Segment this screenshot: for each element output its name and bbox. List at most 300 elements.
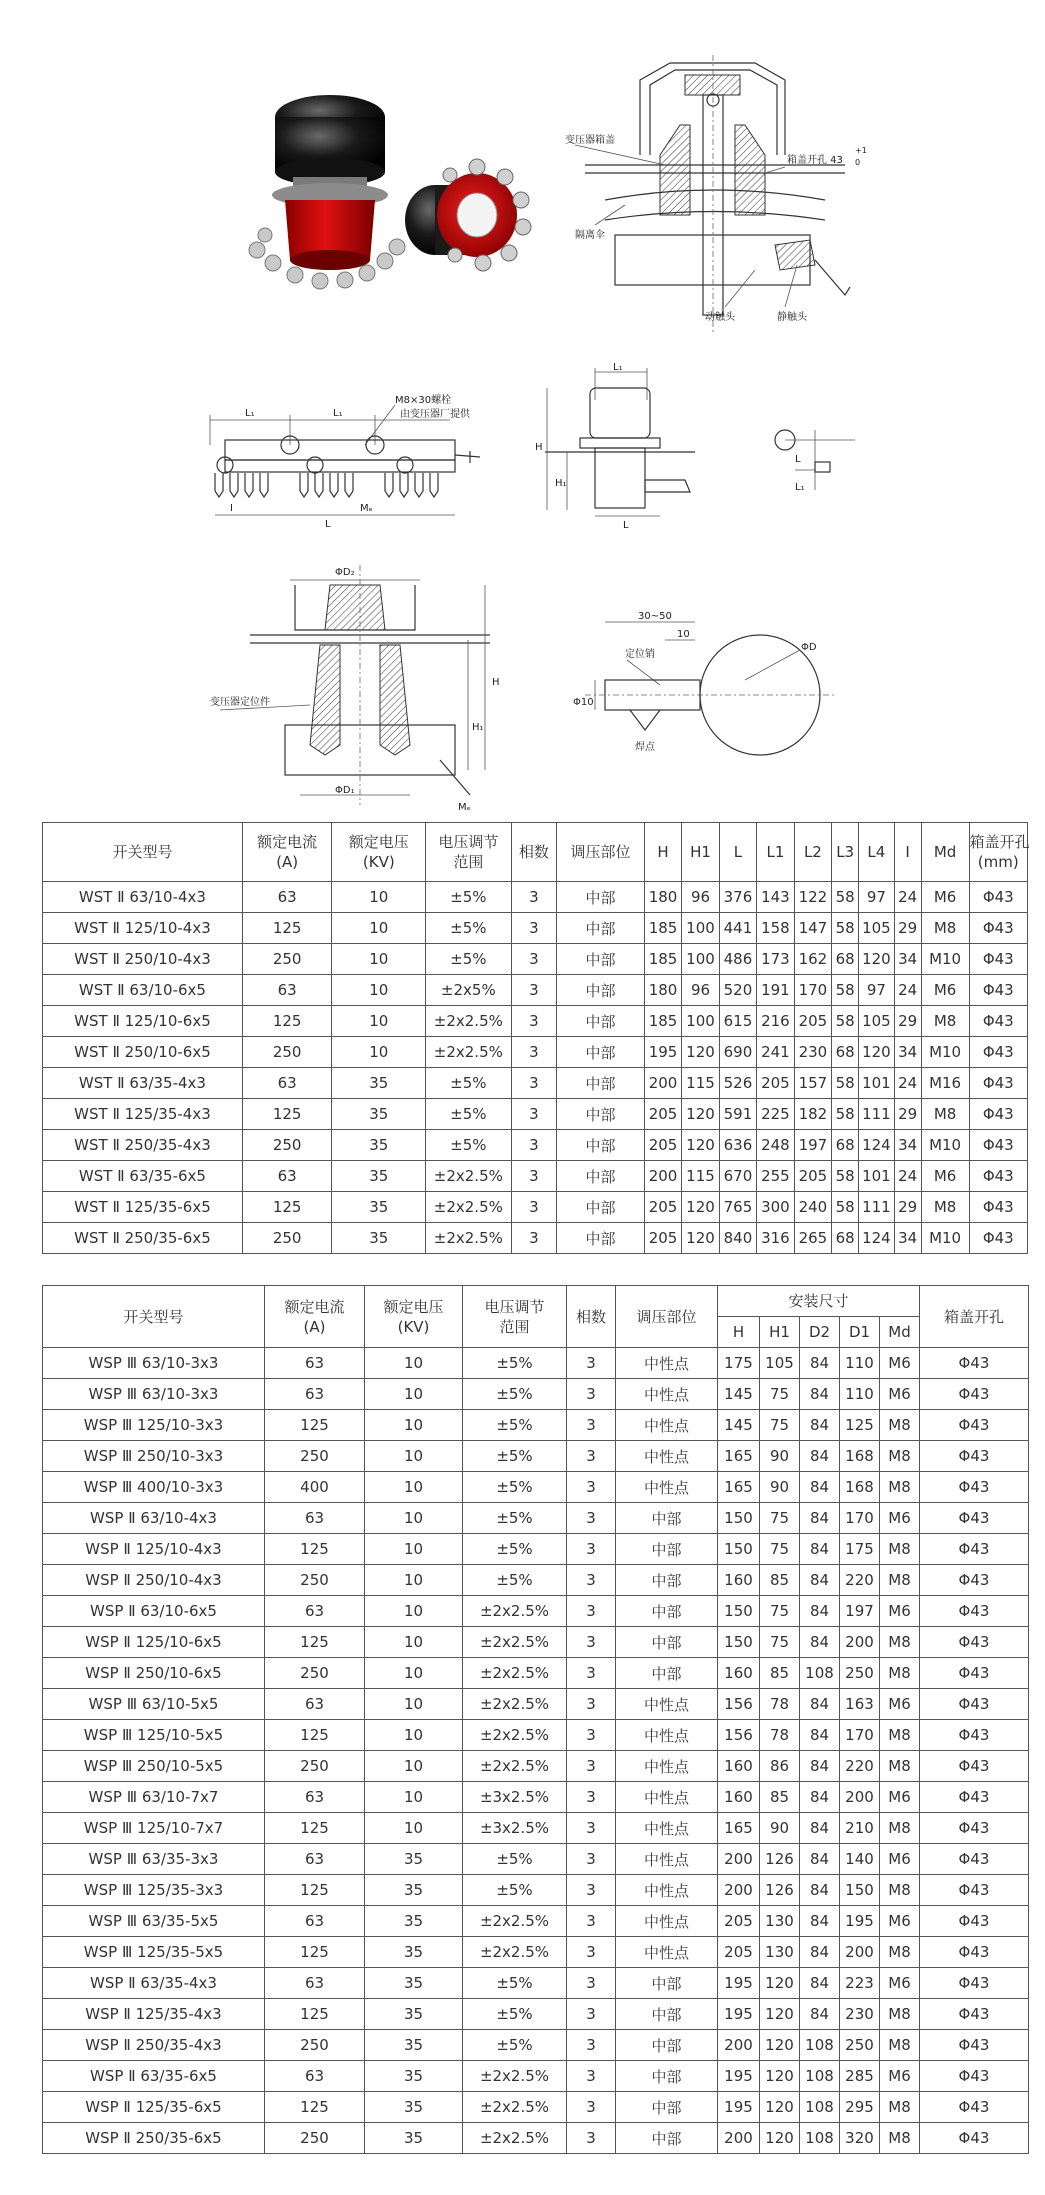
wsp-table-body: [43, 1348, 1029, 2154]
table-cell: 126: [760, 1844, 800, 1875]
table-cell: 156: [718, 1720, 760, 1751]
table-cell: 140: [840, 1844, 880, 1875]
table-cell: 185: [644, 944, 681, 975]
table-cell: Φ43: [969, 1161, 1027, 1192]
table-cell: M8: [921, 913, 969, 944]
table-cell: WST Ⅱ 125/35-4x3: [43, 1099, 243, 1130]
table-row: [43, 1472, 1029, 1503]
table-cell: 3: [567, 1968, 616, 1999]
table-cell: 10: [332, 1037, 426, 1068]
table-cell: M8: [880, 1534, 920, 1565]
table-cell: 中部: [557, 1192, 644, 1223]
table-cell: 265: [794, 1223, 831, 1254]
table-cell: 205: [644, 1192, 681, 1223]
table-cell: M6: [880, 2061, 920, 2092]
label-hole: 箱盖开孔 43: [787, 155, 843, 166]
table-cell: 35: [365, 1968, 463, 1999]
table-cell: 中部: [616, 1565, 718, 1596]
wst-header-cell: 调压部位: [557, 823, 644, 882]
table-row: [43, 2123, 1029, 2154]
table-row: [43, 1875, 1029, 1906]
strip-drawing: [205, 385, 490, 535]
table-cell: 63: [265, 1348, 365, 1379]
table-cell: Φ43: [920, 1999, 1029, 2030]
table-cell: 170: [840, 1503, 880, 1534]
table-cell: 3: [567, 1534, 616, 1565]
table-cell: 156: [718, 1689, 760, 1720]
side-drawing: [535, 360, 715, 540]
table-cell: 10: [332, 944, 426, 975]
table-cell: 35: [365, 2030, 463, 2061]
wst-header-cell: H: [644, 823, 681, 882]
table-cell: ±2x2.5%: [426, 1161, 511, 1192]
table-row: [43, 1534, 1029, 1565]
table-cell: M6: [880, 1844, 920, 1875]
table-cell: 205: [794, 1161, 831, 1192]
table-cell: Φ43: [920, 1751, 1029, 1782]
header-d1: D1: [840, 1317, 880, 1348]
table-cell: 170: [840, 1720, 880, 1751]
table-cell: 35: [365, 1875, 463, 1906]
table-row: [43, 1006, 1028, 1037]
table-cell: ±5%: [463, 1410, 567, 1441]
table-cell: 125: [265, 1720, 365, 1751]
table-cell: 195: [718, 1999, 760, 2030]
table-cell: 126: [760, 1875, 800, 1906]
table-cell: 中部: [616, 1999, 718, 2030]
table-cell: M6: [880, 1782, 920, 1813]
table-cell: Φ43: [920, 2030, 1029, 2061]
table-cell: 130: [760, 1906, 800, 1937]
table-cell: 78: [760, 1689, 800, 1720]
wst-header-cell: L: [719, 823, 756, 882]
table-row: [43, 2030, 1029, 2061]
table-cell: 34: [894, 1223, 921, 1254]
table-cell: 中部: [616, 1534, 718, 1565]
table-cell: 10: [365, 1348, 463, 1379]
table-cell: 10: [332, 882, 426, 913]
table-cell: 250: [840, 2030, 880, 2061]
table-cell: M6: [880, 1503, 920, 1534]
table-cell: Φ43: [920, 1906, 1029, 1937]
table-cell: ±5%: [463, 1441, 567, 1472]
table-cell: 195: [840, 1906, 880, 1937]
table-cell: 125: [265, 1813, 365, 1844]
table-row: [43, 1627, 1029, 1658]
table-cell: Φ43: [969, 944, 1027, 975]
table-cell: 200: [718, 1844, 760, 1875]
table-row: [43, 1968, 1029, 1999]
table-cell: ±5%: [463, 1968, 567, 1999]
table-cell: 250: [265, 2123, 365, 2154]
table-cell: M8: [880, 1720, 920, 1751]
table-row: [43, 1037, 1028, 1068]
table-cell: 中部: [616, 2123, 718, 2154]
table-cell: Φ43: [920, 1627, 1029, 1658]
table-cell: 84: [800, 1999, 840, 2030]
table-cell: 63: [265, 1503, 365, 1534]
table-cell: 3: [567, 1410, 616, 1441]
table-cell: M6: [880, 1348, 920, 1379]
table-row: [43, 1099, 1028, 1130]
table-cell: 中性点: [616, 1441, 718, 1472]
table-cell: M8: [880, 1410, 920, 1441]
table-row: [43, 1130, 1028, 1161]
table-cell: 125: [265, 1410, 365, 1441]
table-cell: 84: [800, 1689, 840, 1720]
table-cell: 3: [567, 1999, 616, 2030]
table-cell: 中性点: [616, 1720, 718, 1751]
table-cell: 120: [859, 1037, 894, 1068]
table-cell: 170: [794, 975, 831, 1006]
table-cell: 中部: [557, 1161, 644, 1192]
table-cell: 35: [332, 1161, 426, 1192]
table-cell: 90: [760, 1441, 800, 1472]
table-cell: WSP Ⅲ 125/10-3x3: [43, 1410, 265, 1441]
table-cell: M8: [880, 1658, 920, 1689]
table-row: [43, 1813, 1029, 1844]
table-cell: 35: [332, 1130, 426, 1161]
table-cell: 3: [511, 1006, 557, 1037]
table-cell: 220: [840, 1751, 880, 1782]
table-cell: WST Ⅱ 125/10-4x3: [43, 913, 243, 944]
table-row: [43, 1441, 1029, 1472]
table-cell: 68: [832, 944, 859, 975]
table-row: [43, 1223, 1028, 1254]
wsp-header: [43, 1286, 1029, 1348]
table-cell: Φ43: [920, 1720, 1029, 1751]
table-cell: 75: [760, 1379, 800, 1410]
table-cell: ±2x2.5%: [426, 1037, 511, 1068]
table-cell: WSP Ⅲ 63/35-5x5: [43, 1906, 265, 1937]
table-cell: M8: [880, 2123, 920, 2154]
table-cell: 34: [894, 944, 921, 975]
table-cell: 145: [718, 1379, 760, 1410]
table-cell: 3: [511, 944, 557, 975]
dim-l1: L₁: [613, 362, 623, 373]
table-cell: 197: [840, 1596, 880, 1627]
table-row: [43, 1999, 1029, 2030]
label-hole-tol: +1: [855, 146, 867, 155]
table-cell: 84: [800, 1782, 840, 1813]
table-cell: 35: [365, 2092, 463, 2123]
table-cell: ±2x2.5%: [463, 1906, 567, 1937]
table-cell: 中部: [557, 1223, 644, 1254]
table-cell: 中性点: [616, 1689, 718, 1720]
table-cell: 84: [800, 1875, 840, 1906]
table-cell: 29: [894, 1192, 921, 1223]
table-cell: 84: [800, 1503, 840, 1534]
table-cell: 90: [760, 1472, 800, 1503]
table-cell: M6: [921, 1161, 969, 1192]
table-cell: WSP Ⅲ 400/10-3x3: [43, 1472, 265, 1503]
dim-range: 30~50: [638, 611, 672, 622]
table-cell: WSP Ⅱ 125/10-4x3: [43, 1534, 265, 1565]
table-cell: 120: [760, 1999, 800, 2030]
table-cell: 205: [757, 1068, 794, 1099]
table-cell: 84: [800, 1751, 840, 1782]
table-cell: ±3x2.5%: [463, 1813, 567, 1844]
table-cell: 84: [800, 1627, 840, 1658]
table-cell: 165: [718, 1441, 760, 1472]
table-cell: Φ43: [969, 1099, 1027, 1130]
table-cell: 101: [859, 1161, 894, 1192]
table-cell: M8: [921, 1099, 969, 1130]
table-cell: WSP Ⅱ 250/10-6x5: [43, 1658, 265, 1689]
table-cell: 10: [365, 1720, 463, 1751]
table-cell: 125: [265, 1627, 365, 1658]
table-cell: 205: [718, 1906, 760, 1937]
table-cell: 3: [511, 1068, 557, 1099]
table-cell: Φ43: [920, 1410, 1029, 1441]
table-cell: 120: [682, 1130, 719, 1161]
table-cell: 320: [840, 2123, 880, 2154]
table-cell: ±5%: [463, 1844, 567, 1875]
table-cell: ±2x2.5%: [463, 2123, 567, 2154]
dim-phid: ΦD: [801, 642, 817, 653]
table-cell: 84: [800, 1844, 840, 1875]
table-cell: 125: [242, 1006, 332, 1037]
table-cell: 110: [840, 1379, 880, 1410]
table-cell: ±2x2.5%: [426, 1223, 511, 1254]
table-cell: 125: [265, 2092, 365, 2123]
table-cell: WSP Ⅲ 63/10-3x3: [43, 1348, 265, 1379]
table-cell: WSP Ⅱ 125/35-4x3: [43, 1999, 265, 2030]
table-cell: 120: [859, 944, 894, 975]
dim-l: L: [795, 454, 801, 465]
table-cell: 120: [682, 1099, 719, 1130]
table-cell: 75: [760, 1596, 800, 1627]
table-cell: 486: [719, 944, 756, 975]
small-drawing: [755, 420, 865, 500]
table-cell: 120: [682, 1037, 719, 1068]
table-cell: 3: [567, 2030, 616, 2061]
table-cell: 195: [718, 2061, 760, 2092]
table-cell: 300: [757, 1192, 794, 1223]
switch-upright: [249, 95, 405, 289]
table-cell: M6: [880, 1379, 920, 1410]
table-cell: ±2x2.5%: [463, 1627, 567, 1658]
table-cell: 3: [567, 1844, 616, 1875]
table-row: [43, 1751, 1029, 1782]
table-cell: 230: [794, 1037, 831, 1068]
table-cell: 250: [242, 1223, 332, 1254]
table-cell: 35: [365, 1937, 463, 1968]
table-cell: 168: [840, 1441, 880, 1472]
table-cell: 285: [840, 2061, 880, 2092]
table-cell: ±5%: [426, 1099, 511, 1130]
table-cell: 85: [760, 1565, 800, 1596]
table-row: [43, 1068, 1028, 1099]
table-cell: 63: [265, 1968, 365, 1999]
table-cell: 3: [511, 1192, 557, 1223]
table-cell: M8: [880, 1472, 920, 1503]
table-cell: 120: [760, 2092, 800, 2123]
table-cell: 195: [644, 1037, 681, 1068]
wsp-spec-table: [42, 1285, 1029, 2154]
table-row: [43, 1782, 1029, 1813]
table-cell: 75: [760, 1503, 800, 1534]
table-cell: 35: [365, 2061, 463, 2092]
table-cell: 58: [832, 1192, 859, 1223]
table-cell: 10: [365, 1689, 463, 1720]
table-cell: 中部: [557, 1099, 644, 1130]
table-cell: M8: [880, 1751, 920, 1782]
table-cell: ±2x5%: [426, 975, 511, 1006]
table-cell: 160: [718, 1751, 760, 1782]
table-cell: 85: [760, 1658, 800, 1689]
header-model: 开关型号: [43, 1286, 265, 1348]
table-cell: 84: [800, 1720, 840, 1751]
table-cell: Φ43: [920, 1782, 1029, 1813]
table-cell: Φ43: [969, 1192, 1027, 1223]
table-cell: 63: [265, 1379, 365, 1410]
label-weld: 焊点: [635, 742, 655, 753]
table-cell: WSP Ⅲ 125/10-7x7: [43, 1813, 265, 1844]
table-cell: 中部: [616, 2030, 718, 2061]
table-cell: Φ43: [969, 913, 1027, 944]
table-cell: 63: [242, 882, 332, 913]
table-cell: ±5%: [463, 2030, 567, 2061]
table-cell: 100: [682, 1006, 719, 1037]
table-cell: 10: [365, 1658, 463, 1689]
table-cell: 3: [567, 1596, 616, 1627]
table-cell: 68: [832, 1223, 859, 1254]
table-cell: 220: [840, 1565, 880, 1596]
table-cell: M8: [880, 1627, 920, 1658]
table-cell: 35: [332, 1192, 426, 1223]
table-cell: M10: [921, 944, 969, 975]
table-cell: WSP Ⅲ 250/10-3x3: [43, 1441, 265, 1472]
table-cell: WST Ⅱ 63/35-4x3: [43, 1068, 243, 1099]
table-cell: 250: [242, 1037, 332, 1068]
table-cell: Φ43: [920, 1565, 1029, 1596]
table-cell: 111: [859, 1192, 894, 1223]
dim-phi10: Φ10: [573, 697, 594, 708]
table-cell: M8: [880, 1875, 920, 1906]
table-cell: WSP Ⅲ 63/10-7x7: [43, 1782, 265, 1813]
table-cell: 125: [242, 913, 332, 944]
table-cell: M8: [880, 1999, 920, 2030]
table-cell: M6: [880, 1968, 920, 1999]
table-cell: 105: [859, 913, 894, 944]
table-cell: 250: [265, 1565, 365, 1596]
table-cell: 63: [265, 1906, 365, 1937]
table-row: [43, 1906, 1029, 1937]
dim-h1: H₁: [555, 478, 567, 489]
wst-header-cell: I: [894, 823, 921, 882]
table-cell: 101: [859, 1068, 894, 1099]
table-cell: ±5%: [463, 1472, 567, 1503]
table-cell: 75: [760, 1627, 800, 1658]
table-cell: ±2x2.5%: [463, 2092, 567, 2123]
table-cell: 63: [242, 1068, 332, 1099]
table-cell: 10: [365, 1751, 463, 1782]
table-cell: Φ43: [920, 2092, 1029, 2123]
table-cell: 68: [832, 1130, 859, 1161]
table-cell: 3: [511, 975, 557, 1006]
table-cell: 63: [265, 1782, 365, 1813]
table-cell: 63: [265, 2061, 365, 2092]
table-cell: Φ43: [920, 1596, 1029, 1627]
table-cell: 63: [242, 1161, 332, 1192]
table-cell: 690: [719, 1037, 756, 1068]
table-cell: 100: [682, 913, 719, 944]
table-cell: 216: [757, 1006, 794, 1037]
table-cell: 中部: [616, 2061, 718, 2092]
table-cell: 中部: [616, 1968, 718, 1999]
table-cell: Φ43: [920, 1844, 1029, 1875]
table-cell: 3: [567, 1503, 616, 1534]
table-cell: 10: [365, 1534, 463, 1565]
table-cell: 97: [859, 975, 894, 1006]
table-cell: 125: [242, 1192, 332, 1223]
table-row: [43, 1565, 1029, 1596]
table-cell: 63: [265, 1844, 365, 1875]
table-cell: 3: [567, 2061, 616, 2092]
table-cell: 24: [894, 1068, 921, 1099]
table-cell: ±5%: [426, 882, 511, 913]
header-range: 电压调节 范围: [463, 1286, 567, 1348]
label-pin: 定位销: [625, 649, 655, 660]
table-cell: WSP Ⅱ 63/35-6x5: [43, 2061, 265, 2092]
table-cell: WSP Ⅱ 63/35-4x3: [43, 1968, 265, 1999]
table-cell: 200: [644, 1068, 681, 1099]
table-cell: 157: [794, 1068, 831, 1099]
table-cell: 150: [840, 1875, 880, 1906]
dim-md: Mₑ: [360, 503, 373, 514]
table-cell: 200: [718, 2030, 760, 2061]
table-cell: 10: [365, 1441, 463, 1472]
table-cell: 10: [365, 1410, 463, 1441]
table-cell: 3: [567, 2092, 616, 2123]
table-cell: Φ43: [920, 1503, 1029, 1534]
table-row: [43, 1410, 1029, 1441]
table-cell: 10: [365, 1596, 463, 1627]
table-cell: 中部: [557, 975, 644, 1006]
table-cell: WST Ⅱ 250/10-6x5: [43, 1037, 243, 1068]
table-cell: M6: [880, 1689, 920, 1720]
table-cell: 526: [719, 1068, 756, 1099]
table-row: [43, 913, 1028, 944]
table-cell: M6: [880, 1906, 920, 1937]
dim-l1: L₁: [795, 482, 805, 493]
table-cell: WSP Ⅲ 125/10-5x5: [43, 1720, 265, 1751]
table-cell: 125: [265, 1937, 365, 1968]
table-cell: 中部: [616, 1503, 718, 1534]
table-cell: 中性点: [616, 1937, 718, 1968]
table-cell: 3: [567, 1348, 616, 1379]
table-cell: 3: [567, 1689, 616, 1720]
table-cell: M6: [921, 882, 969, 913]
table-cell: ±2x2.5%: [426, 1006, 511, 1037]
table-cell: 200: [840, 1627, 880, 1658]
table-cell: 中性点: [616, 1906, 718, 1937]
table-cell: 84: [800, 1410, 840, 1441]
table-cell: Φ43: [920, 1968, 1029, 1999]
table-cell: Φ43: [920, 1813, 1029, 1844]
table-cell: WSP Ⅲ 250/10-5x5: [43, 1751, 265, 1782]
wst-header-cell: L1: [757, 823, 794, 882]
header-install-group: 安装尺寸: [718, 1286, 920, 1317]
table-cell: 250: [840, 1658, 880, 1689]
table-cell: 250: [265, 2030, 365, 2061]
table-cell: 35: [332, 1099, 426, 1130]
table-cell: 175: [840, 1534, 880, 1565]
table-cell: WSP Ⅲ 63/35-3x3: [43, 1844, 265, 1875]
table-cell: 10: [365, 1627, 463, 1658]
table-cell: 10: [365, 1565, 463, 1596]
